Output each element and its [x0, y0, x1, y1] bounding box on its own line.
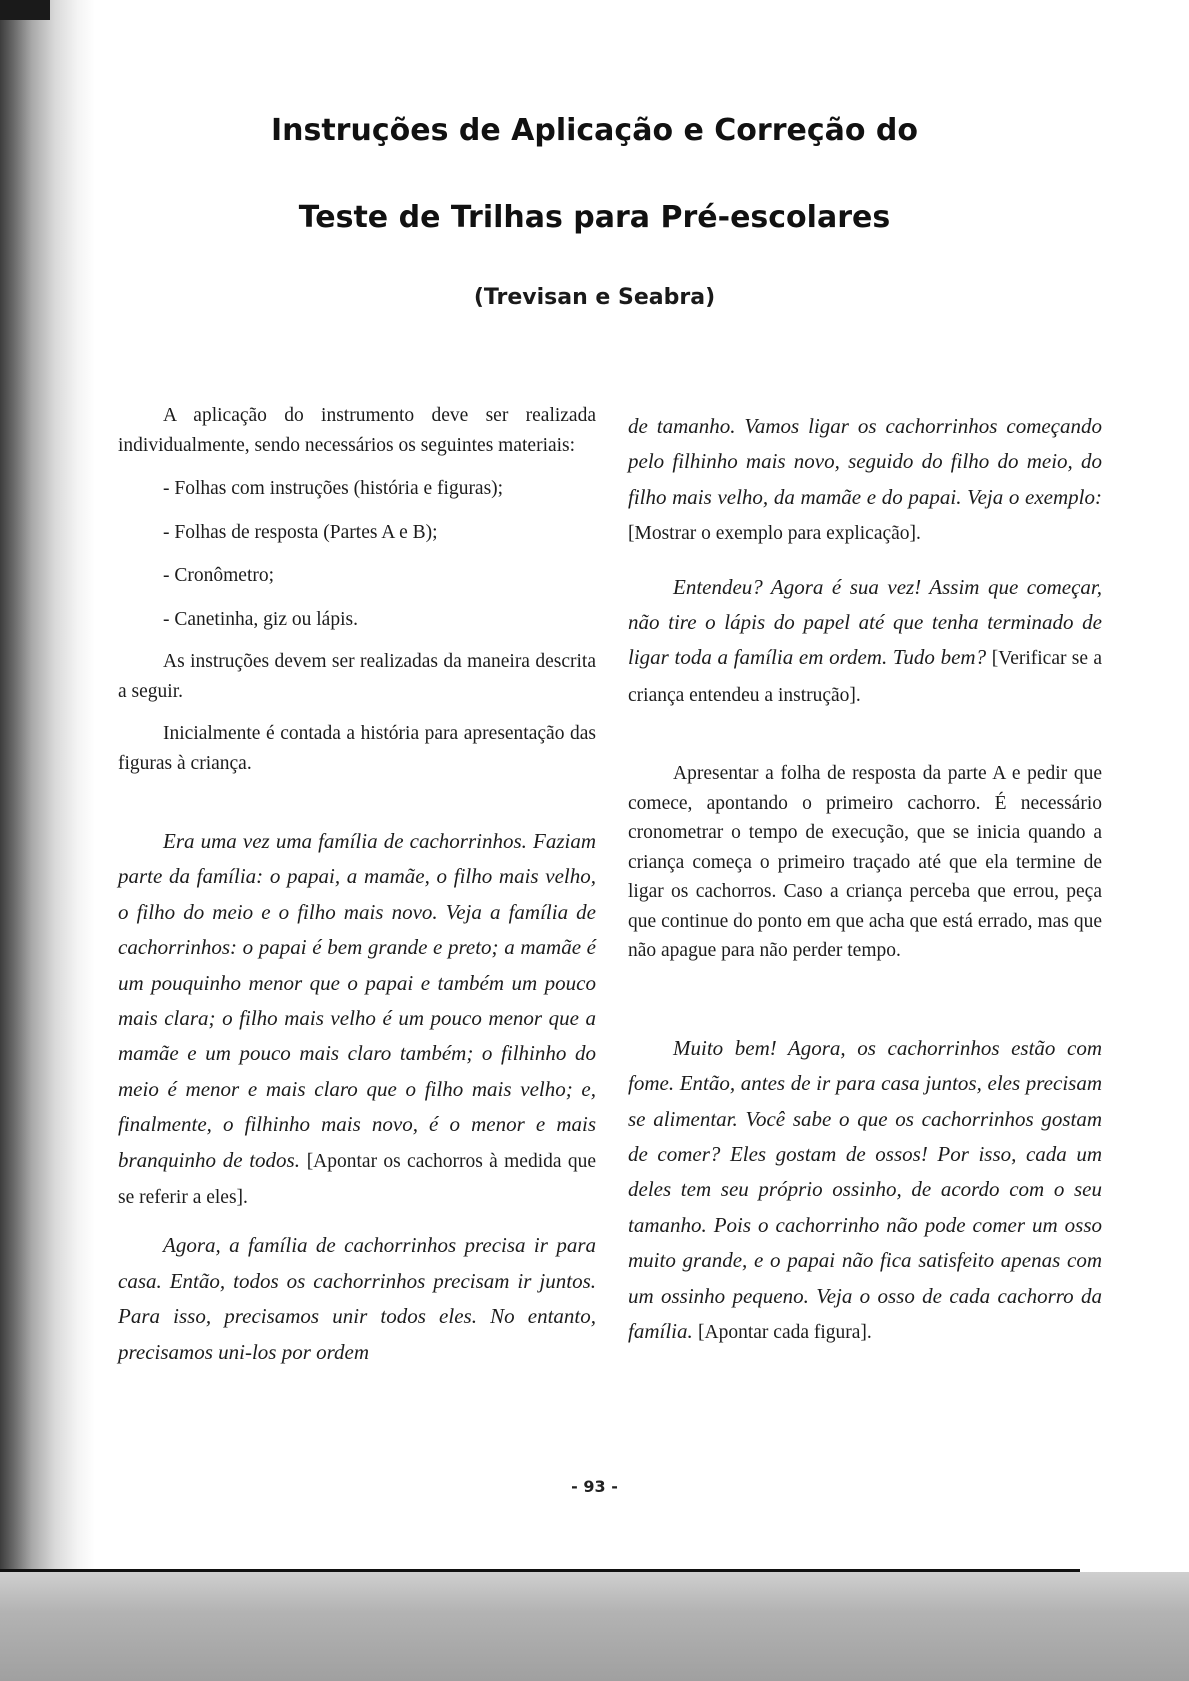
scan-bottom-band	[0, 1572, 1189, 1681]
example-instruction-note: [Mostrar o exemplo para explicação].	[628, 523, 921, 545]
story-paragraph-family	[118, 824, 596, 1215]
hungry-dogs-paragraph	[628, 1031, 1102, 1351]
materials-list-item: - Canetinha, giz ou lápis.	[163, 608, 358, 630]
materials-list-item: - Folhas com instruções (história e figuras);	[163, 478, 504, 499]
story-instruction-note: [Apontar os cachorros à medida que se referir a eles].	[118, 1150, 597, 1209]
left-text-column	[118, 401, 596, 1370]
point-figure-note: [Apontar cada figura].	[698, 1322, 872, 1343]
story-continuation-paragraph	[628, 409, 1102, 552]
story-note-paragraph: Inicialmente é contada a história para apresentação das figuras à criança.	[118, 723, 596, 774]
book-gutter-shadow	[0, 0, 95, 1681]
scan-corner-mark	[0, 0, 50, 20]
procedure-paragraph: Apresentar a folha de resposta da parte A e pedir que comece, apontando o primeiro cachorro. É necessário cronometrar o tempo de execução, que se inicia quando a criança começa o primeiro traçado até que ela termine de ligar os cachorros. Caso a criança perceba que errou, peça que continue do ponto em que acha que está errado, mas que não apague para não perder tempo.	[628, 763, 1102, 962]
materials-list-item: - Folhas de resposta (Partes A e B);	[163, 521, 438, 543]
understood-italic: Entendeu? Agora é sua vez! Assim que começar, não tire o lápis do papel até que tenha terminado de ligar toda a família em ordem. Tudo bem?	[628, 574, 1102, 670]
page-subtitle-authors: (Trevisan e Seabra)	[473, 285, 716, 310]
page-title-line-1: Instruções de Aplicação e Correção do	[270, 113, 919, 148]
story-italic-text: Era uma vez uma família de cachorrinhos. Faziam parte da família: o papai, a mamãe, o filho mais velho, o filho do meio e o filho mais novo. Veja a família de cachorrinhos: o papai é bem grande e preto; a mamãe é um pouquinho menor que o papai e também um pouco mais clara; o filho mais velho é um pouco menor que a mamãe e um pouco mais claro também; o filhinho do meio é menor e mais claro que o filho mais velho; e, finalmente, o filhinho mais novo, é o menor e mais branquinho de todos.	[118, 829, 596, 1172]
understood-paragraph	[628, 570, 1102, 714]
right-text-column	[628, 409, 1102, 1350]
page-title-line-2: Teste de Trilhas para Pré-escolares	[298, 200, 891, 235]
materials-list-item: - Cronômetro;	[163, 565, 275, 586]
hungry-dogs-italic: Muito bem! Agora, os cachorrinhos estão com fome. Então, antes de ir para casa juntos, eles precisam se alimentar. Você sabe o que os cachorrinhos gostam de comer? Eles gostam de ossos! Por isso, cada um deles tem seu próprio ossinho, de acordo com o seu tamanho. Pois o cachorrinho não pode comer um osso muito grande, e o papai não fica satisfeito apenas com um ossinho pequeno. Veja o osso de cada cachorro da família.	[628, 1035, 1102, 1343]
verify-instruction-note: [Verificar se a criança entendeu a instrução].	[628, 648, 1102, 706]
page-number: - 93 -	[571, 1477, 618, 1496]
instructions-note-paragraph: As instruções devem ser realizadas da maneira descrita a seguir.	[118, 651, 596, 702]
story-paragraph-go-home: Agora, a família de cachorrinhos precisa ir para casa. Então, todos os cachorrinhos precisam ir juntos. Para isso, precisamos unir todos eles. No entanto, precisamos uni-los por ordem	[118, 1233, 596, 1364]
story-continuation-italic: de tamanho. Vamos ligar os cachorrinhos começando pelo filhinho mais novo, seguido do filho do meio, do filho mais velho, da mamãe e do papai. Veja o exemplo:	[628, 414, 1102, 509]
intro-paragraph: A aplicação do instrumento deve ser realizada individualmente, sendo necessários os seguintes materiais:	[118, 405, 596, 456]
